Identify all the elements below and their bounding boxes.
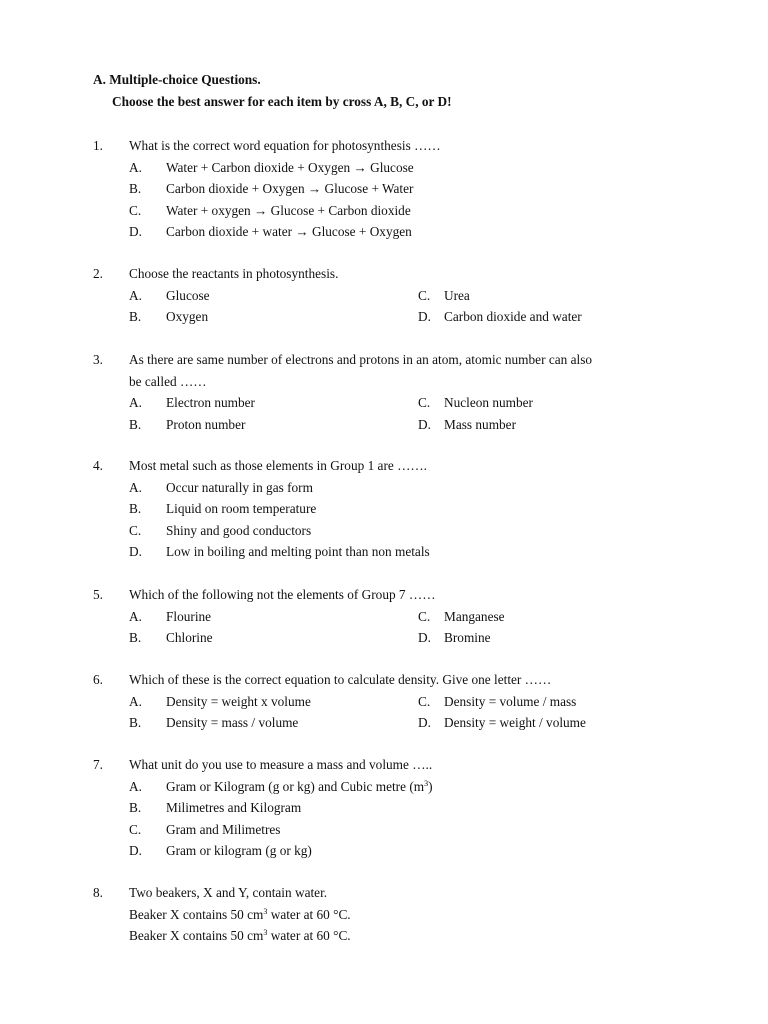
superscript: 3 <box>424 778 429 788</box>
option-text: Flourine <box>166 608 212 624</box>
option-letter: B. <box>129 715 142 730</box>
option-b[interactable] <box>93 498 708 520</box>
option-c[interactable] <box>93 200 708 222</box>
option-letter: B. <box>129 181 142 196</box>
option-letter: D. <box>129 224 142 239</box>
option-text: Water + Carbon dioxide + Oxygen → Glucose <box>166 159 414 175</box>
option-text: Density = mass / volume <box>166 715 299 730</box>
option-text: Occur naturally in gas form <box>166 479 313 495</box>
question-number: 5. <box>93 587 103 602</box>
question-text: Two beakers, X and Y, contain water. <box>129 885 328 900</box>
option-letter: B. <box>129 800 142 815</box>
option-letter: C. <box>418 693 431 709</box>
superscript: 3 <box>263 906 268 916</box>
question-number: 8. <box>93 885 103 900</box>
question-number: 1. <box>93 138 103 153</box>
question-text: What unit do you use to measure a mass and volume ….. <box>129 757 433 772</box>
question-number: 7. <box>93 757 103 772</box>
option-letter: A. <box>129 693 142 709</box>
option-b[interactable] <box>93 178 708 200</box>
question-text: Which of these is the correct equation to calculate density. Give one letter …… <box>129 672 552 687</box>
option-text: Low in boiling and melting point than non metals <box>166 544 430 559</box>
question-line: Beaker X contains 50 $cm^3$ water at 60 °C. <box>129 928 351 943</box>
question-8 <box>93 882 708 947</box>
option-c[interactable] <box>93 819 708 841</box>
question-6 <box>93 669 708 734</box>
question-3 <box>93 349 708 435</box>
option-text: Density = volume / mass <box>444 693 577 709</box>
option-text-with-superscript: Gram or Kilogram (g or kg) and Cubic metre $(m^3)$ <box>166 778 433 794</box>
option-letter: D. <box>418 416 431 432</box>
option-letter: A. <box>129 479 142 495</box>
option-letter: D. <box>129 544 142 559</box>
option-d[interactable] <box>93 840 708 862</box>
option-letter: C. <box>129 202 142 218</box>
question-number: 3. <box>93 352 103 367</box>
option-letter: D. <box>129 843 142 858</box>
option-letter: A. <box>129 287 142 303</box>
question-text: Which of the following not the elements of Group 7 …… <box>129 587 436 602</box>
option-letter: A. <box>129 778 142 794</box>
option-text: Urea <box>444 287 470 303</box>
question-7 <box>93 754 708 862</box>
option-text: Gram and Milimetres <box>166 821 281 837</box>
option-letter: C. <box>129 821 142 837</box>
option-letter: C. <box>418 608 431 624</box>
option-letter: B. <box>129 630 142 645</box>
option-text: Density = weight / volume <box>444 715 586 730</box>
question-text: As there are same number of electrons and protons in an atom, atomic number can also <box>129 352 593 367</box>
question-text: What is the correct word equation for photosynthesis …… <box>129 138 441 153</box>
option-text: Milimetres and Kilogram <box>166 800 302 815</box>
option-text: Oxygen <box>166 309 209 324</box>
question-5 <box>93 584 708 649</box>
option-letter: A. <box>129 159 142 175</box>
section-instruction: Choose the best answer for each item by cross A, B, C, or D! <box>112 94 452 109</box>
option-a[interactable] <box>93 776 708 798</box>
option-letter: B. <box>129 501 142 516</box>
option-letter: C. <box>129 522 142 538</box>
option-letter: D. <box>418 715 431 730</box>
option-text: Manganese <box>444 608 505 624</box>
question-text-continued: be called …… <box>129 373 207 389</box>
question-line: Beaker X contains 50 $cm^3$ water at 60 °C. <box>129 906 351 922</box>
option-a[interactable] <box>93 477 708 499</box>
option-letter: A. <box>129 608 142 624</box>
option-text: Liquid on room temperature <box>166 501 317 516</box>
section-heading: A. Multiple-choice Questions. <box>93 72 261 87</box>
option-text: Water + oxygen → Glucose + Carbon dioxide <box>166 202 411 218</box>
option-letter: B. <box>129 416 142 432</box>
option-text: Carbon dioxide + water → Glucose + Oxygen <box>166 224 412 239</box>
option-text: Shiny and good conductors <box>166 522 312 538</box>
option-text: Electron number <box>166 395 255 410</box>
question-number: 4. <box>93 458 103 473</box>
option-text: Mass number <box>444 416 517 432</box>
option-text: Bromine <box>444 630 491 645</box>
option-text: Carbon dioxide + Oxygen → Glucose + Water <box>166 181 414 196</box>
question-2 <box>93 263 708 328</box>
question-1 <box>93 135 708 243</box>
option-text: Carbon dioxide and water <box>444 309 582 324</box>
option-letter: A. <box>129 395 142 410</box>
option-letter: B. <box>129 309 142 324</box>
option-d[interactable] <box>93 541 708 563</box>
superscript: 3 <box>263 928 268 937</box>
question-text: Choose the reactants in photosynthesis. <box>129 266 339 281</box>
option-letter: D. <box>418 630 431 645</box>
option-d[interactable] <box>93 221 708 243</box>
option-a[interactable] <box>93 157 708 179</box>
option-letter: C. <box>418 395 431 410</box>
option-letter: D. <box>418 309 431 324</box>
option-text: Nucleon number <box>444 395 533 410</box>
option-text: Glucose <box>166 287 210 303</box>
option-text: Gram or kilogram (g or kg) <box>166 843 312 858</box>
question-number: 6. <box>93 672 103 687</box>
option-text: Density = weight x volume <box>166 693 311 709</box>
option-letter: C. <box>418 287 431 303</box>
question-text: Most metal such as those elements in Group 1 are ……. <box>129 458 428 473</box>
option-text: Chlorine <box>166 630 213 645</box>
option-c[interactable] <box>93 520 708 542</box>
question-4 <box>93 455 708 563</box>
option-text: Proton number <box>166 416 246 432</box>
option-b[interactable] <box>93 797 708 819</box>
question-number: 2. <box>93 266 103 281</box>
